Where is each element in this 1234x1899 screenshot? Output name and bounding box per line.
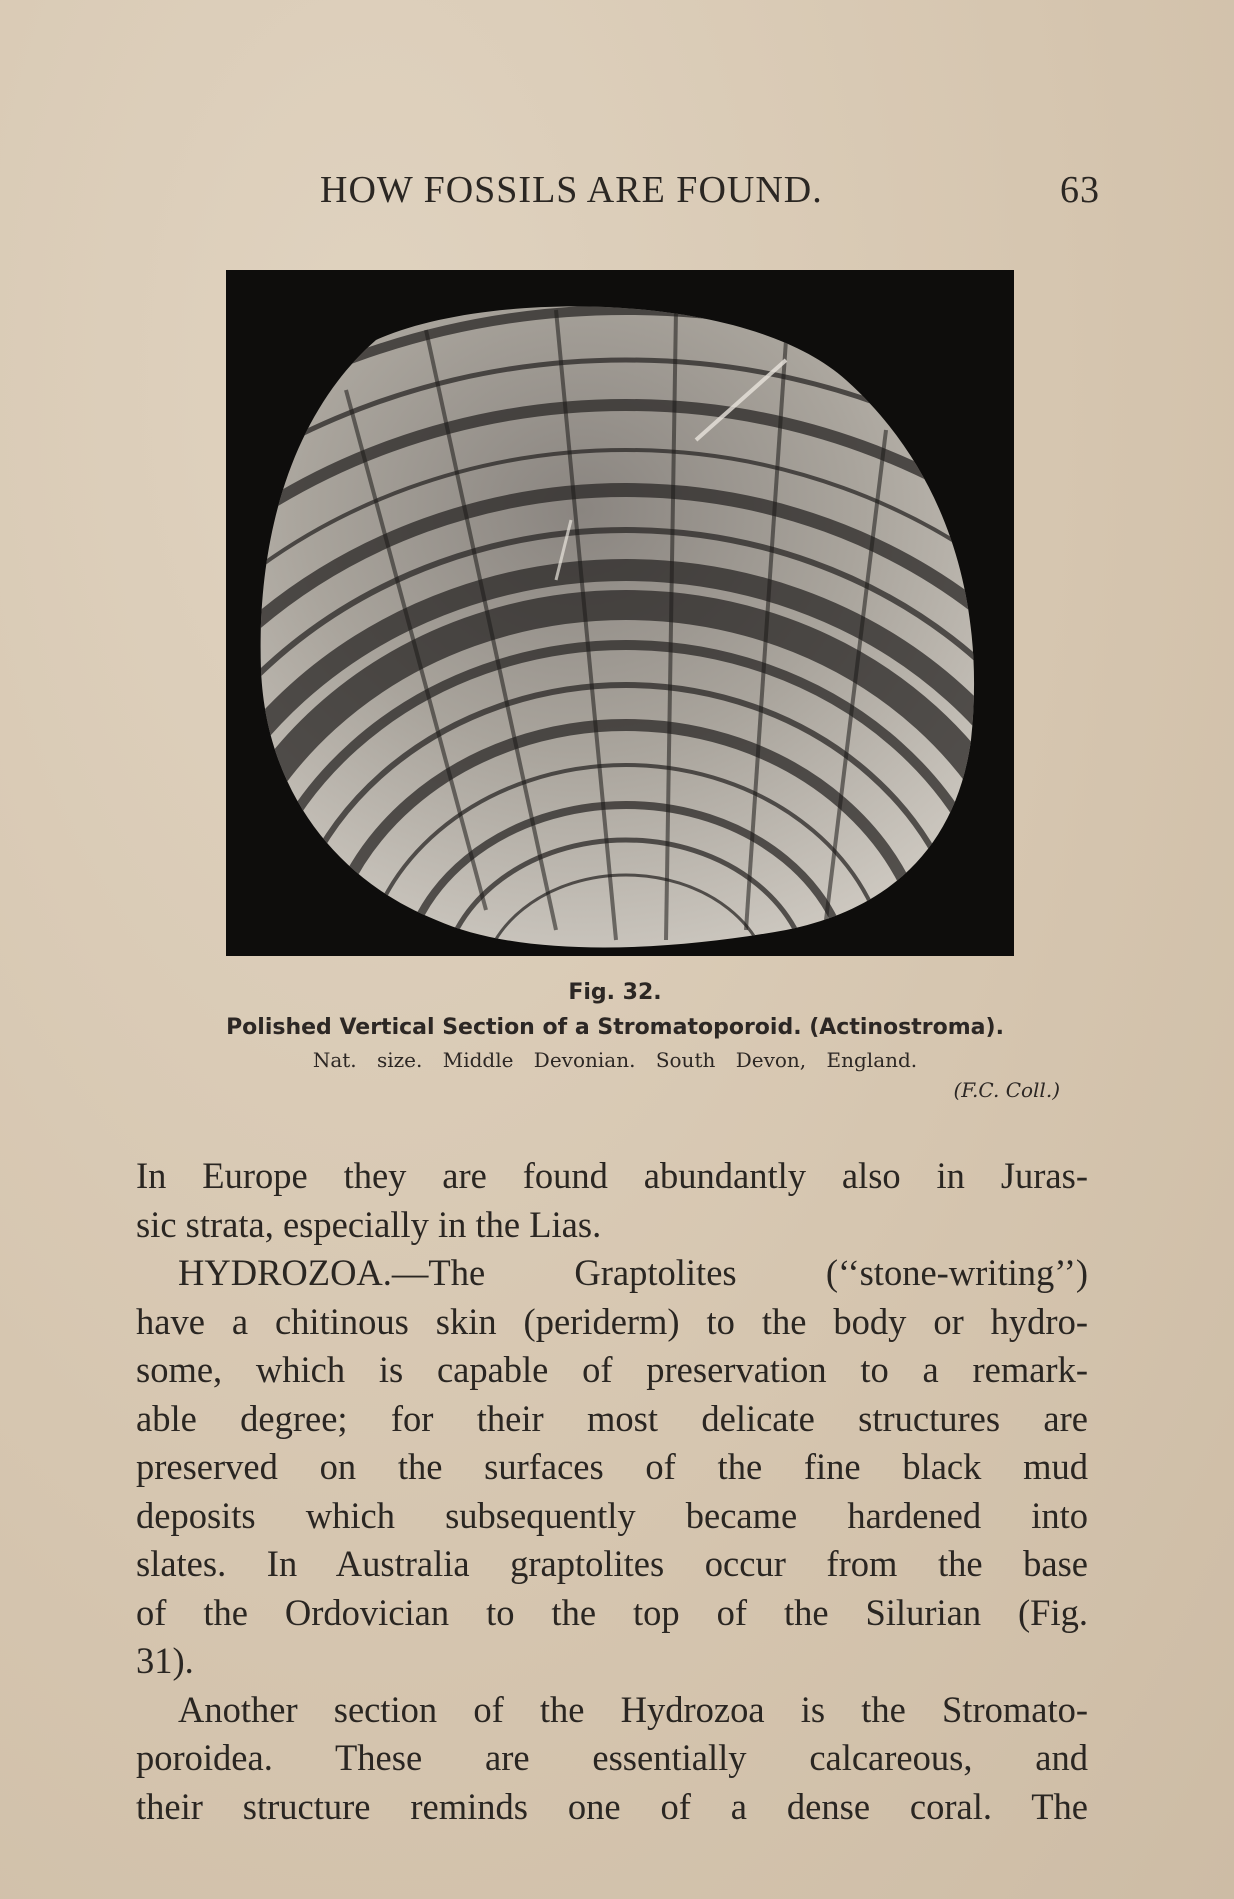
text-line: HYDROZOA.—The Graptolites (‘‘stone-writing’’): [178, 1252, 1088, 1293]
figure-caption: [150, 980, 1080, 1102]
body-text: [136, 1152, 1088, 1831]
running-title: HOW FOSSILS ARE FOUND.: [320, 169, 823, 211]
running-head: [320, 168, 1100, 218]
text-line: poroidea. These are essentially calcareous, and: [136, 1737, 1088, 1778]
text-line: of the Ordovician to the top of the Silurian (Fig.: [136, 1591, 1088, 1633]
text-line: able degree; for their most delicate structures are: [136, 1397, 1088, 1439]
text-line: slates. In Australia graptolites occur from the base: [136, 1543, 1088, 1584]
text-line: deposits which subsequently became hardened into: [136, 1494, 1088, 1536]
text-line: some, which is capable of preservation to a remark-: [136, 1349, 1088, 1390]
figure-title: Polished Vertical Section of a Stromatoporoid. (Actinostroma).: [226, 1015, 1004, 1040]
stromatoporoid-section-image: [226, 270, 1014, 956]
fossil-photograph: [226, 270, 1014, 956]
text-line: preserved on the surfaces of the fine black mud: [136, 1446, 1088, 1487]
figure-meta: Nat. size. Middle Devonian. South Devon, England.: [312, 1048, 918, 1072]
text-line: 31).: [136, 1640, 194, 1681]
page-number: 63: [1060, 169, 1100, 211]
figure-credit: (F.C. Coll.): [953, 1078, 1060, 1102]
text-line: Another section of the Hydrozoa is the Stromato-: [178, 1688, 1088, 1730]
figure-number: Fig. 32.: [568, 980, 662, 1005]
text-line: sic strata, especially in the Lias.: [136, 1203, 602, 1245]
text-line: In Europe they are found abundantly also in Juras-: [136, 1155, 1088, 1196]
text-line: have a chitinous skin (periderm) to the body or hydro-: [136, 1300, 1088, 1342]
text-line: their structure reminds one of a dense coral. The: [136, 1785, 1088, 1827]
